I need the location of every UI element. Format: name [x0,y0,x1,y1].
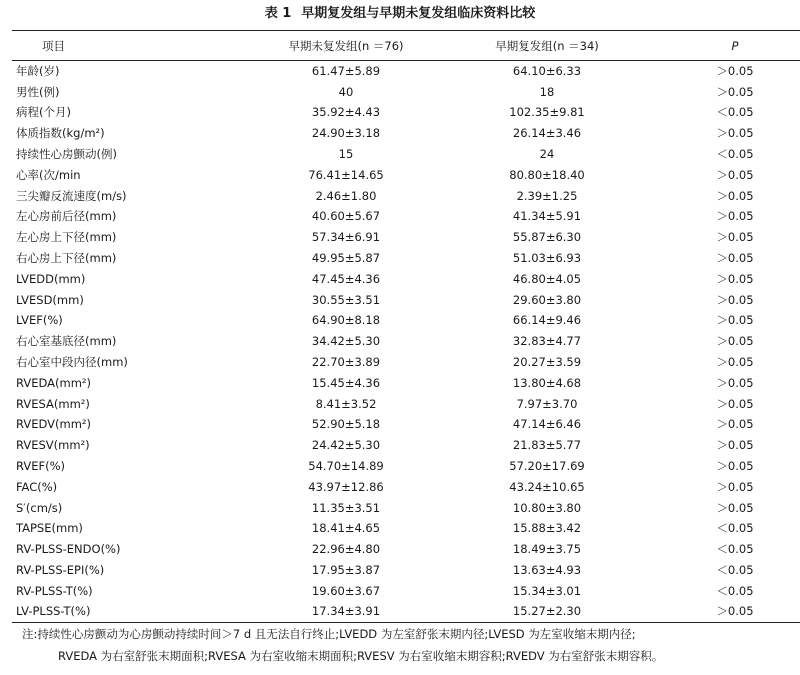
table-row [12,497,800,518]
row-group-a-cell: 43.97±12.86 [308,479,384,494]
table-row [12,310,800,331]
row-item-cell: RVEDA(mm²) [16,375,92,390]
row-group-b-cell: 13.63±4.93 [512,563,582,578]
table-row [12,560,800,581]
row-group-b-cell: 46.80±4.05 [512,271,582,286]
row-item-cell: 右心房上下径(mm) [16,251,117,266]
row-p-value-cell: ＞0.05 [716,604,754,619]
row-p-value-cell: ＞0.05 [716,251,754,266]
table-label: 表 1 [264,6,292,21]
row-item-cell: S′(cm/s) [16,500,63,515]
row-group-b-cell: 29.60±3.80 [512,292,582,307]
table-header-row [12,31,800,61]
row-group-a-cell: 24.42±5.30 [311,438,381,453]
table-row [12,352,800,373]
row-group-a-cell: 17.34±3.91 [311,604,381,619]
header-group-b: 早期复发组(n ＝34) [442,31,652,61]
row-p-value-cell: ＞0.05 [716,313,754,328]
row-item-cell: 持续性心房颤动(例) [16,147,117,162]
row-group-a-cell: 40 [338,84,354,99]
row-group-a-cell: 34.42±5.30 [311,334,381,349]
table-row [12,518,800,539]
row-group-b-cell: 15.27±2.30 [512,604,582,619]
row-group-a-cell: 47.45±4.36 [311,271,381,286]
row-p-value-cell: ＞0.05 [716,167,754,182]
row-p-value-cell: ＞0.05 [716,417,754,432]
row-item-cell: RV-PLSS-EPI(%) [16,563,105,578]
row-group-b-cell: 47.14±6.46 [512,417,582,432]
row-group-a-cell: 49.95±5.87 [311,251,381,266]
row-group-a-cell: 40.60±5.67 [311,209,381,224]
row-group-b-cell: 55.87±6.30 [512,230,582,245]
row-group-a-cell: 64.90±8.18 [311,313,381,328]
row-p-value-cell: ＞0.05 [716,396,754,411]
row-group-a-cell: 11.35±3.51 [311,500,381,515]
row-group-b-cell: 10.80±3.80 [512,500,582,515]
row-group-b-cell: 13.80±4.68 [512,375,582,390]
row-p-value-cell: ＜0.05 [716,521,754,536]
table-row [12,144,800,165]
row-group-b-cell: 15.34±3.01 [512,583,582,598]
row-group-b-cell: 18.49±3.75 [512,542,582,557]
table-row [12,268,800,289]
row-p-value-cell: ＜0.05 [716,563,754,578]
row-group-a-cell: 8.41±3.52 [315,396,377,411]
row-item-cell: TAPSE(mm) [16,521,83,536]
table-row [12,206,800,227]
table-row [12,601,800,622]
row-p-value-cell: ＞0.05 [716,438,754,453]
table-row [12,185,800,206]
row-group-b-cell: 21.83±5.77 [512,438,582,453]
row-item-cell: 右心室基底径(mm) [16,334,117,349]
row-group-a-cell: 2.46±1.80 [315,188,377,203]
row-group-b-cell: 64.10±6.33 [512,64,582,79]
table-row [12,102,800,123]
row-group-b-cell: 24 [539,147,555,162]
row-group-b-cell: 66.14±9.46 [512,313,582,328]
row-group-a-cell: 35.92±4.43 [311,105,381,120]
row-item-cell: RVESV(mm²) [16,438,90,453]
table-row [12,81,800,102]
row-group-b-cell: 57.20±17.69 [509,459,585,474]
row-group-a-cell: 19.60±3.67 [311,583,381,598]
row-group-a-cell: 18.41±4.65 [311,521,381,536]
header-p-value: P [652,31,800,61]
row-group-a-cell: 22.96±4.80 [311,542,381,557]
table-row [12,227,800,248]
row-group-b-cell: 32.83±4.77 [512,334,582,349]
row-item-cell: RVEDV(mm²) [16,417,92,432]
row-p-value-cell: ＜0.05 [716,542,754,557]
table-row [12,123,800,144]
row-p-value-cell: ＞0.05 [716,271,754,286]
row-group-a-cell: 57.34±6.91 [311,230,381,245]
row-p-value-cell: ＞0.05 [716,209,754,224]
row-p-value-cell: ＞0.05 [716,188,754,203]
footnote-line-2: RVEDA 为右室舒张末期面积;RVESA 为右室收缩末期面积;RVESV 为右室收缩末期容积;RVEDV 为右室舒张末期容积。 [58,649,664,663]
row-p-value-cell: ＞0.05 [716,126,754,141]
row-group-a-cell: 61.47±5.89 [311,64,381,79]
row-group-a-cell: 76.41±14.65 [308,167,384,182]
row-p-value-cell: ＞0.05 [716,230,754,245]
row-item-cell: 体质指数(kg/m²) [16,126,105,141]
header-group-a: 早期未复发组(n ＝76) [250,31,442,61]
row-p-value-cell: ＜0.05 [716,583,754,598]
row-p-value-cell: ＞0.05 [716,355,754,370]
row-item-cell: LV-PLSS-T(%) [16,604,91,619]
row-group-a-cell: 54.70±14.89 [308,459,384,474]
row-group-b-cell: 43.24±10.65 [509,479,585,494]
table-row [12,414,800,435]
table-row [12,61,800,82]
row-p-value-cell: ＞0.05 [716,375,754,390]
row-p-value-cell: ＞0.05 [716,500,754,515]
table-caption: 早期复发组与早期未复发组临床资料比较 [301,6,536,21]
row-item-cell: 病程(个月) [16,105,71,120]
row-p-value-cell: ＞0.05 [716,84,754,99]
table-row [12,372,800,393]
table-row [12,539,800,560]
row-item-cell: 心率(次/min [16,167,81,182]
row-group-b-cell: 80.80±18.40 [509,167,585,182]
row-group-b-cell: 2.39±1.25 [516,188,578,203]
table-row [12,248,800,269]
row-group-b-cell: 41.34±5.91 [512,209,582,224]
row-group-a-cell: 17.95±3.87 [311,563,381,578]
table-row [12,580,800,601]
row-item-cell: 男性(例) [16,84,60,99]
row-item-cell: LVESD(mm) [16,292,84,307]
row-p-value-cell: ＞0.05 [716,292,754,307]
table-title [0,4,800,24]
row-item-cell: 年龄(岁) [16,64,60,79]
row-item-cell: RVESA(mm²) [16,396,90,411]
row-item-cell: 三尖瓣反流速度(m/s) [16,188,127,203]
row-group-a-cell: 15 [338,147,354,162]
row-item-cell: 右心室中段内径(mm) [16,355,128,370]
row-group-a-cell: 30.55±3.51 [311,292,381,307]
table-row [12,331,800,352]
row-p-value-cell: ＞0.05 [716,64,754,79]
table-row [12,164,800,185]
row-item-cell: RVEF(%) [16,459,66,474]
row-item-cell: RV-PLSS-T(%) [16,583,93,598]
row-item-cell: RV-PLSS-ENDO(%) [16,542,121,557]
row-group-b-cell: 15.88±3.42 [512,521,582,536]
row-group-a-cell: 15.45±4.36 [311,375,381,390]
row-group-b-cell: 18 [539,84,555,99]
header-item: 项目 [12,31,250,61]
footnote-line-1: 注:持续性心房颤动为心房颤动持续时间＞7 d 且无法自行终止;LVEDD 为左室舒张末期内径;LVESD 为左室收缩末期内径; [22,627,636,641]
table-row [12,476,800,497]
row-group-b-cell: 51.03±6.93 [512,251,582,266]
row-p-value-cell: ＜0.05 [716,147,754,162]
table-body [12,61,800,623]
row-p-value-cell: ＞0.05 [716,479,754,494]
row-group-b-cell: 102.35±9.81 [509,105,585,120]
row-p-value-cell: ＞0.05 [716,459,754,474]
row-item-cell: FAC(%) [16,479,58,494]
row-p-value-cell: ＞0.05 [716,334,754,349]
row-group-b-cell: 20.27±3.59 [512,355,582,370]
row-group-b-cell: 7.97±3.70 [516,396,578,411]
row-group-b-cell: 26.14±3.46 [512,126,582,141]
row-group-a-cell: 24.90±3.18 [311,126,381,141]
row-item-cell: 左心房前后径(mm) [16,209,117,224]
row-item-cell: 左心房上下径(mm) [16,230,117,245]
table-row [12,435,800,456]
row-group-a-cell: 22.70±3.89 [311,355,381,370]
row-group-a-cell: 52.90±5.18 [311,417,381,432]
row-item-cell: LVEF(%) [16,313,63,328]
table-row [12,289,800,310]
table-row [12,393,800,414]
row-p-value-cell: ＜0.05 [716,105,754,120]
data-table [12,30,800,623]
row-item-cell: LVEDD(mm) [16,271,86,286]
table-row [12,456,800,477]
